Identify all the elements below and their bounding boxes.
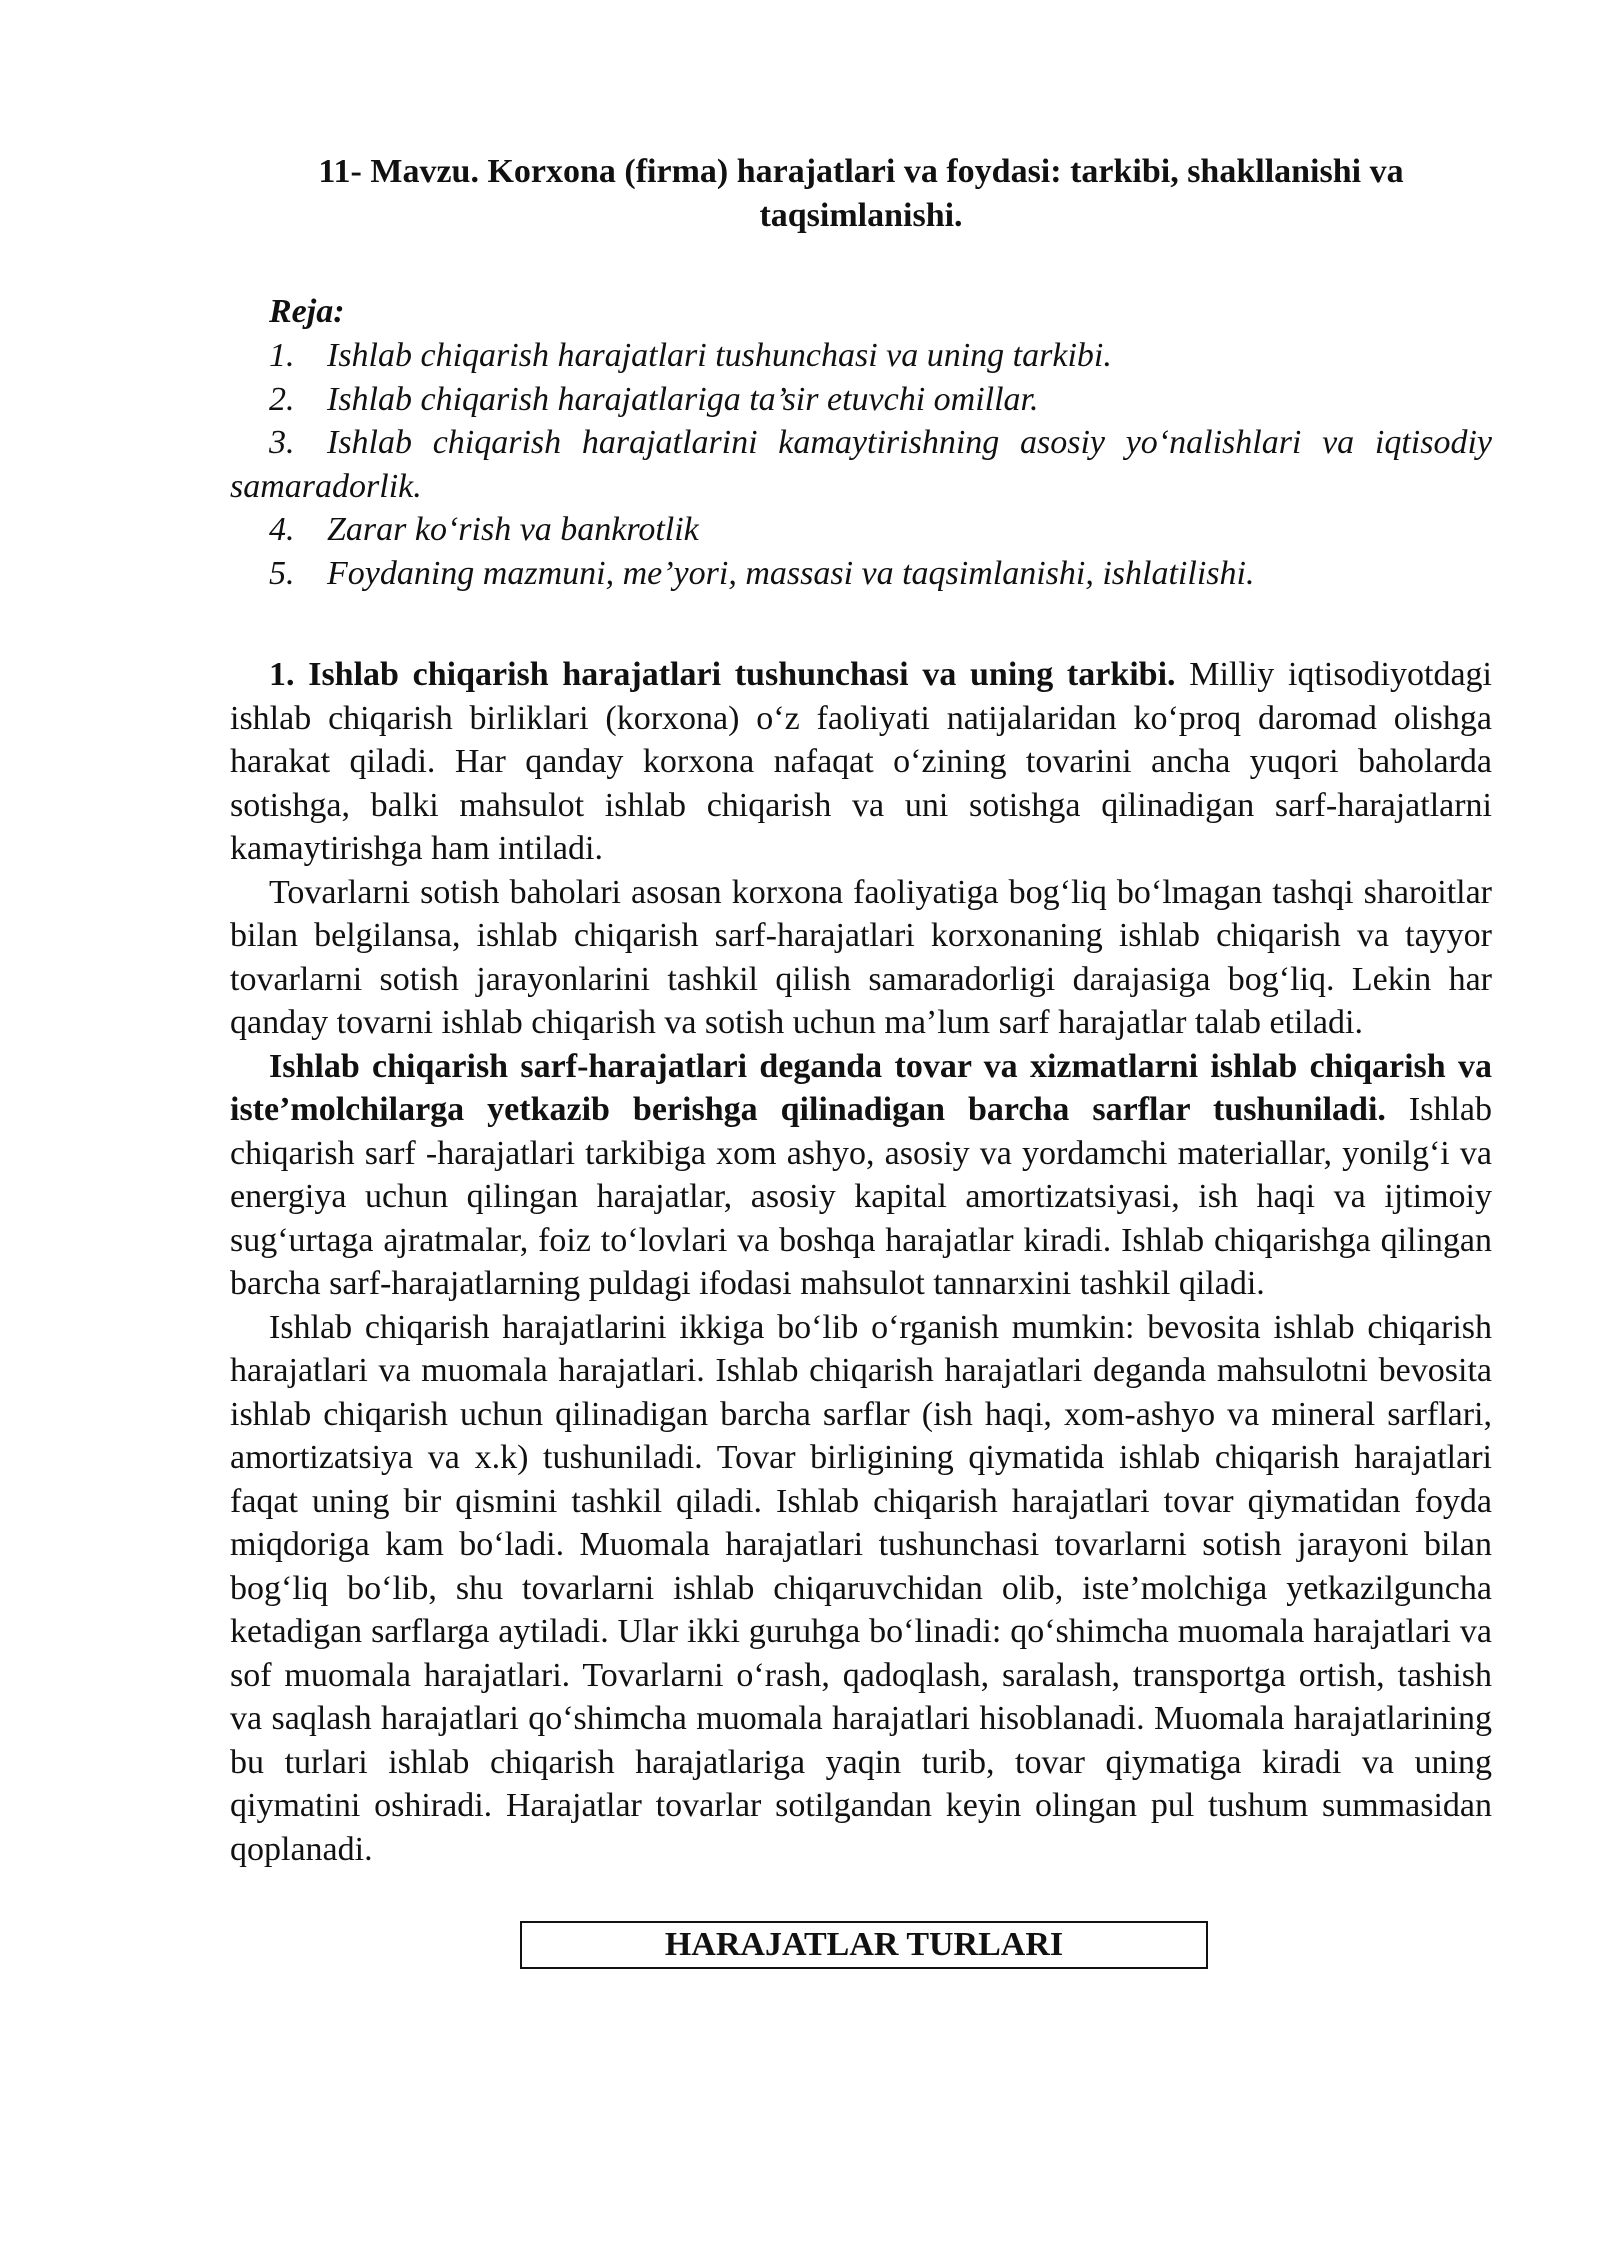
plan-item-number: 3.	[269, 424, 295, 461]
section-1-paragraph-1	[230, 653, 1492, 871]
plan-item	[230, 552, 1492, 596]
plan-item-number: 4.	[269, 511, 295, 548]
plan-item-text: Zarar ko‘rish va bankrotlik	[327, 511, 699, 548]
plan-item-text: Ishlab chiqarish harajatlarini kamaytirishning asosiy yo‘nalishlari va iqtisodiy samaradorlik.	[230, 424, 1492, 505]
plan-item-text: Ishlab chiqarish harajatlari tushunchasi va uning tarkibi.	[327, 337, 1112, 374]
plan-item-number: 5.	[269, 554, 295, 592]
document-page	[230, 150, 1492, 1969]
plan-item	[230, 508, 1492, 552]
paragraph-text: Milliy iqtisodiyotdagi ishlab chiqarish birliklari (korxona) o‘z faoliyati natijalaridan ko‘proq daromad olishga harakat qiladi. Har qanday korxona nafaqat o‘zining tovarini ancha yuqori baholarda sotishga, balki mahsulot ishlab chiqarish va uni sotishga qilinadigan sarf-harajatlarni kamaytirishga ham intiladi.	[230, 656, 1492, 867]
section-1-paragraph-3	[230, 1045, 1492, 1306]
plan-item	[230, 378, 1492, 422]
plan-heading: Reja:	[269, 293, 345, 330]
section-1-paragraph-4	[230, 1306, 1492, 1872]
section-1-paragraph-2	[230, 871, 1492, 1045]
paragraph-text: Ishlab chiqarish harajatlarini ikkiga bo‘lib o‘rganish mumkin: bevosita ishlab chiqarish harajatlari va muomala harajatlari. Ishlab chiqarish harajatlari deganda mahsulotni bevosita ishlab chiqarish uchun qilinadigan barcha sarflar (ish haqi, xom-ashyo va mineral sarflari, amortizatsiya va x.k) tushuniladi. Tovar birligining qiymatida ishlab chiqarish harajatlari faqat uning bir qismini tashkil qiladi. Ishlab chiqarish harajatlari tovar qiymatidan foyda miqdoriga kam bo‘ladi. Muomala harajatlari tushunchasi tovarlarni sotish jarayoni bilan bog‘liq bo‘lib, shu tovarlarni ishlab chiqaruvchidan olib, iste’molchiga yetkazilguncha ketadigan sarflarga aytiladi. Ular ikki guruhga bo‘linadi: qo‘shimcha muomala harajatlari va sof muomala harajatlari. Tovarlarni o‘rash, qadoqlash, saralash, transportga ortish, tashish va saqlash harajatlari qo‘shimcha muomala harajatlari hisoblanadi. Muomala harajatlarining bu turlari ishlab chiqarish harajatlariga yaqin turib, tovar qiymatiga kiradi va uning qiymatini oshiradi. Harajatlar tovarlar sotilgandan keyin olingan pul tushum summasidan qoplanadi.	[230, 1308, 1492, 1868]
plan-item-number: 1.	[269, 337, 295, 374]
plan-item-text: Ishlab chiqarish harajatlariga ta’sir etuvchi omillar.	[327, 380, 1039, 418]
plan-item-number: 2.	[269, 380, 295, 418]
plan-item	[230, 421, 1492, 508]
plan-item	[230, 334, 1492, 378]
plan-list	[230, 334, 1492, 595]
paragraph-text: Ishlab chiqarish sarf -harajatlari tarkibiga xom ashyo, asosiy va yordamchi materiallar, yonilg‘i va energiya uchun qilingan harajatlar, asosiy kapital amortizatsiyasi, ish haqi va ijtimoiy sug‘urtaga ajratmalar, foiz to‘lovlari va boshqa harajatlar kiradi. Ishlab chiqarishga qilingan barcha sarf-harajatlarning puldagi ifodasi mahsulot tannarxini tashkil qiladi.	[230, 1091, 1492, 1302]
paragraph-text: Tovarlarni sotish baholari asosan korxona faoliyatiga bog‘liq bo‘lmagan tashqi sharoitlar bilan belgilansa, ishlab chiqarish sarf-harajatlari korxonaning ishlab chiqarish va tayyor tovarlarni sotish jarayonlarini tashkil qilish samaradorligi darajasiga bog‘liq. Lekin har qanday tovarni ishlab chiqarish va sotish uchun ma’lum sarf harajatlar talab etiladi.	[230, 873, 1492, 1041]
page-title: 11- Mavzu. Korxona (firma) harajatlari va foydasi: tarkibi, shakllanishi va taqsimlanishi.	[318, 153, 1404, 234]
definition-bold-text: Ishlab chiqarish sarf-harajatlari deganda tovar va xizmatlarni ishlab chiqarish va iste’molchilarga yetkazib berishga qilinadigan barcha sarflar tushuniladi.	[230, 1047, 1492, 1128]
cost-types-box: HARAJATLAR TURLARI	[520, 1921, 1208, 1969]
plan-item-text: Foydaning mazmuni, me’yori, massasi va taqsimlanishi, ishlatilishi.	[327, 554, 1255, 592]
section-1-heading: 1. Ishlab chiqarish harajatlari tushunchasi va uning tarkibi.	[269, 656, 1176, 693]
